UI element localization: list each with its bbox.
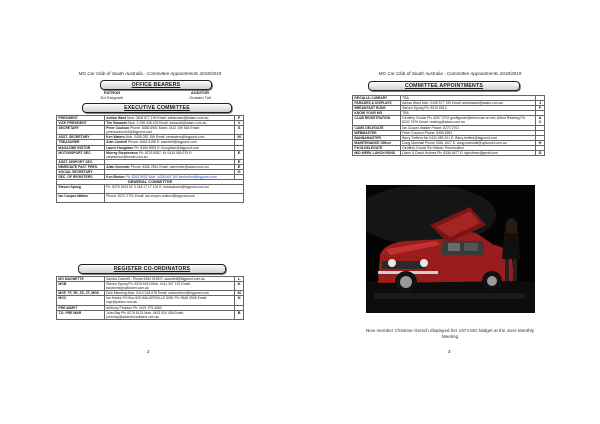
page-header-right: MG Car Club of South Australia - Committee Appointments 2018/2019: [378, 71, 522, 76]
contact-name: Tim Edwards: [106, 121, 128, 126]
code-letter: K: [235, 282, 244, 291]
page-header-left: MG Car Club of South Australia - Committee Appointments 2018/2019: [78, 71, 222, 76]
register-name: MG MAGNETTE: [57, 277, 105, 282]
contact-name: Laurie Houghton: [106, 145, 134, 150]
contact-name: Alan Cantrell: [106, 140, 128, 145]
car-photo: [366, 185, 535, 313]
table-row: [57, 150, 244, 159]
register-coordinators-banner: REGISTER CO-ORDINATORS: [78, 264, 226, 274]
role-label: SECRETARY: [57, 126, 105, 135]
appointment-role: KNOW YOUR MG: [353, 111, 401, 116]
appointment-details: Geoffrey Goode Re-Historic Preservation: [400, 145, 535, 150]
appointment-details: Geoffrey Goode Ph: 8267 2702 geoffgoode@internode.on.net; Arthur Reading Ph: 8332 7876 Email: reading@adam.com.au: [400, 116, 535, 125]
table-row: [353, 151, 545, 156]
code-letter: S: [235, 126, 244, 135]
contact-details: Phone: 8264 9198 E: acantrell@bigpond.com: [128, 140, 197, 145]
contact-cell: [104, 150, 234, 159]
register-name: PRE-WAR/T: [57, 305, 105, 310]
auditor-name: Graham Tull: [189, 94, 211, 100]
table-row: [57, 175, 244, 180]
patron-block: [92, 91, 132, 100]
page-right: [300, 0, 600, 424]
contact-name: Murray Stephenson: [106, 150, 138, 155]
appointment-details: TBA: [400, 96, 535, 101]
code-letter: A C: [536, 116, 545, 125]
page-number-left: 2: [147, 349, 150, 354]
contact-name: Allan Semmler: [106, 164, 130, 169]
general-member-details: Phone: 8270 2701 Email: ian.cooper-walker@bigpond.com: [104, 194, 243, 203]
appointment-details: Peter Coulson Phone: 8356 6951: [400, 130, 535, 135]
table-row: [57, 310, 244, 319]
table-row: [57, 185, 244, 194]
role-label: SOCIAL SECRETARY: [57, 170, 105, 175]
table-row: [57, 282, 244, 291]
code-letter: V: [235, 121, 244, 126]
role-label: VICE PRESIDENT: [57, 121, 105, 126]
code-letter: F: [536, 106, 545, 111]
code-letter: N: [235, 296, 244, 305]
register-name: MGB: [57, 282, 105, 291]
auditor-label: AUDITOR: [190, 90, 210, 95]
code-letter: B: [235, 310, 244, 319]
appointment-role: BREAKFAST RUNS: [353, 106, 401, 111]
code-letter: M: [235, 291, 244, 296]
register-name: T.D. PRE WAR: [57, 310, 105, 319]
contact-details: Phone: 8266 2561 Email: asemmler@adam.com.au: [130, 164, 209, 169]
appointment-role: CAMS DELEGATE: [353, 125, 401, 130]
patron-name: Ed Gregorek: [100, 94, 124, 100]
role-label: MOTORSPORT SEC.: [57, 150, 105, 159]
patron-label: PATRON: [103, 90, 121, 95]
appointment-details: Barry Treffers Mo 0434 089 021 E: Barry.treffers@bigpond.com: [400, 135, 535, 140]
appointment-details: Steven Spong Ph: 8376 6913: [400, 106, 535, 111]
auditor-block: [180, 91, 220, 100]
table-row: [57, 126, 244, 135]
role-label: SEC. OF REGISTERS: [57, 175, 105, 180]
contact-details: Ph: 8263 8952 Mob: 0408 664 160 kenburton@bigpond.com: [125, 175, 217, 180]
appointment-role: F.H.M.DELEGATE: [353, 145, 401, 150]
general-member-name: Steven Spong: [57, 185, 105, 194]
executive-committee-banner: EXECUTIVE COMMITTEE: [82, 103, 232, 113]
code-letter: P: [235, 116, 244, 121]
contact-details: Ph: 8356 8993 E: lhoughton@bigpond.com: [134, 145, 200, 150]
code-letter: J: [536, 101, 545, 106]
executive-table: [56, 115, 244, 203]
table-row: [353, 116, 545, 125]
appointment-details: Doug Marshall Phone 0266 1527 E: doug.marshall@optusnet.com.au: [400, 140, 535, 145]
role-label: MAGAZINE EDITOR: [57, 145, 105, 150]
code-letter: E: [235, 164, 244, 169]
appointment-role: MID WEEK LUNCH RUNS: [353, 151, 401, 156]
contact-details: Phone: 8356 6951 Mobil: 0412 159 564 Email: petercoulson16@bigpond.com: [106, 126, 200, 135]
appointment-role: REGALIA / LIBRARY: [353, 96, 401, 101]
table-row: [57, 194, 244, 203]
role-label: ASST. SECRETARY: [57, 135, 105, 140]
register-name: MGF, TF, ZR, ZS, ZT, MG6: [57, 291, 105, 296]
page-number-right: 3: [448, 349, 451, 354]
appointment-details: Ian Cooper-Walker Phone: 8270 2701: [400, 125, 535, 130]
appointment-role: PARADES & DISPLAYS: [353, 101, 401, 106]
appointment-role: MAINTENANCE Officer: [353, 140, 401, 145]
register-contact: Anthony Pearson Ph: 0421 979 4383: [104, 305, 234, 310]
register-table: [56, 276, 244, 320]
code-letter: M: [235, 135, 244, 140]
appointment-details: Diane & David Holmes Ph: 8336 6577 E: dgholmes@gmail.com: [400, 151, 535, 156]
role-label: TREASURER: [57, 140, 105, 145]
role-label: PRESIDENT: [57, 116, 105, 121]
register-contact: Dick Manning Mob: 0413 018 678 Email: carbox4mm@bigpond.com: [104, 291, 234, 296]
role-label: IMMEDIATE PAST PRES.: [57, 164, 105, 169]
appointment-details: Adrian Ward Mob. 0408 577 199 Email: adrianward@adam.com.au: [400, 101, 535, 106]
contact-name: Ken Burton: [106, 175, 125, 180]
role-label: ASST. M/SPORT SEC.: [57, 159, 105, 164]
contact-details: Ph: 8276 9087, M: 0410 085 975 E: stephenson@senet.com.au: [106, 150, 193, 159]
general-committee-title: GENERAL COMMITTEE: [57, 180, 244, 185]
contact-details: Mob. 0 298 046 409 Email: edwards@adam.com.au: [128, 121, 207, 126]
contact-cell: [104, 126, 234, 135]
contact-name: Ken Waters: [106, 135, 125, 140]
appointments-table: [352, 95, 545, 156]
general-member-name: Ian Cooper-Walker: [57, 194, 105, 203]
contact-details: Mob. 0408 282 196 Email: kenwaters@bigpond.com: [125, 135, 205, 140]
contact-details: Mob. 0408 577 199 Email: adrianward@adam.com.au: [127, 116, 209, 120]
code-letter: G: [235, 170, 244, 175]
general-member-details: Ph: 8376 6913 M: 0 418 17 17 101 E: scbaudrons@bigpond.com.au: [104, 185, 243, 194]
appointment-role: WEBMASTER: [353, 130, 401, 135]
office-bearers-banner: OFFICE BEARERS: [100, 80, 212, 90]
contact-name: Adrian Ward: [106, 116, 127, 120]
code-letter: H: [536, 140, 545, 145]
contact-cell: [104, 175, 234, 180]
code-letter: D: [536, 151, 545, 156]
code-letter: L: [235, 277, 244, 282]
car-photo-illustration: [366, 185, 535, 313]
register-contact: Steven Spong Ph: 8376 6913 Mob: 0411 307 191 Email: baudrons@optusnet.com.au: [104, 282, 234, 291]
appointment-details: TBA: [400, 111, 535, 116]
committee-appointments-banner: COMMITTEE APPOINTMENTS: [368, 81, 520, 91]
register-name: MGC: [57, 296, 105, 305]
register-contact: John Bay Ph: 8278 5123 Mob. 0433 924 436 Email: john.bay@adambroadband.com.au: [104, 310, 234, 319]
appointment-role: CLUB REGISTRATION: [353, 116, 401, 125]
register-contact: Ian Hobbs PO Box 626 WALKERVILLE 5081 Ph: 8346 3908 Email: mgc@yahoo.com.au: [104, 296, 234, 305]
code-letter: E: [235, 159, 244, 164]
code-letter: E: [235, 150, 244, 159]
register-contact: Sandra Cantrell - Phone 8264 9198 E: acantrell@bigpond.com.au: [104, 277, 234, 282]
table-row: [57, 296, 244, 305]
appointment-role: BANNAMASTER: [353, 135, 401, 140]
photo-caption: New member Christine Gersch displayed her 1974 MG Midget at the June Monthly Meeting: [365, 328, 534, 339]
contact-name: Peter Coulson: [106, 126, 130, 131]
